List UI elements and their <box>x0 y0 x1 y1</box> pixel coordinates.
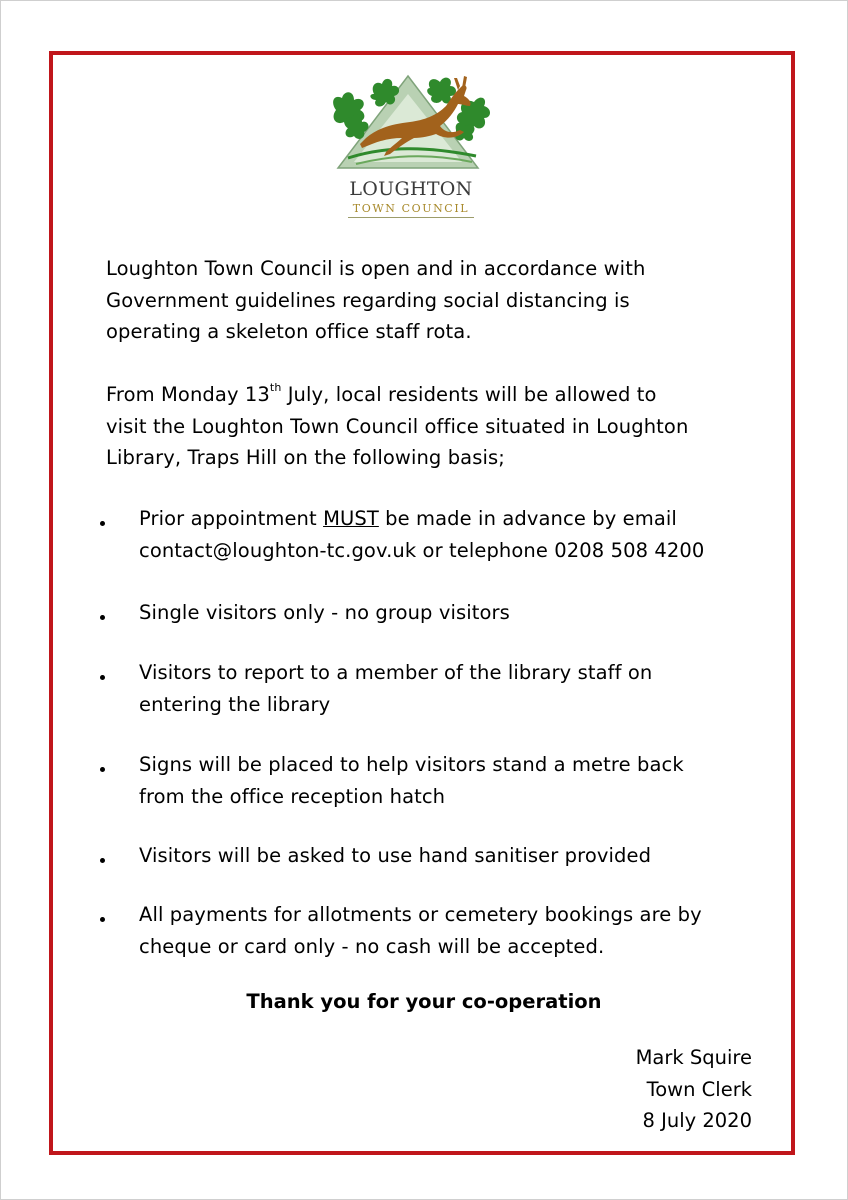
list-item-line <box>139 503 779 535</box>
must-emphasis: MUST <box>323 507 379 530</box>
thank-you-message: Thank you for your co-operation <box>246 990 602 1013</box>
opening-paragraph <box>106 379 756 474</box>
list-item-text <box>139 840 779 872</box>
list-item-line: cheque or card only - no cash will be accepted. <box>139 934 605 958</box>
logo-underline <box>348 217 474 218</box>
intro-line: Government guidelines regarding social distancing is <box>106 288 630 312</box>
list-item-line: entering the library <box>139 692 331 716</box>
list-item-line: Visitors to report to a member of the library staff on <box>139 661 653 684</box>
opening-date-text: From Monday 13 <box>106 383 270 406</box>
ordinal-suffix: th <box>269 380 282 394</box>
list-item-line: Visitors will be asked to use hand sanitiser provided <box>139 844 652 867</box>
list-item-text <box>139 749 779 812</box>
opening-line: visit the Loughton Town Council office situated in Loughton <box>106 414 689 438</box>
text-segment: Prior appointment <box>139 507 324 530</box>
notice-date: 8 July 2020 <box>642 1109 752 1132</box>
intro-line: operating a skeleton office staff rota. <box>106 320 472 343</box>
intro-line: Loughton Town Council is open and in accordance with <box>106 257 646 280</box>
signatory-role: Town Clerk <box>646 1077 752 1101</box>
bullet-icon <box>100 858 105 863</box>
text-segment: be made in advance by email <box>378 507 677 530</box>
bullet-icon <box>100 615 105 620</box>
list-item-line: Single visitors only - no group visitors <box>139 601 510 624</box>
bullet-icon <box>100 917 105 922</box>
logo-subtitle: TOWN COUNCIL <box>352 202 470 215</box>
logo-title: LOUGHTON <box>349 178 473 200</box>
opening-line: Library, Traps Hill on the following basis; <box>106 446 505 469</box>
council-logo <box>326 72 496 220</box>
opening-line <box>106 379 756 411</box>
list-item-line: All payments for allotments or cemetery bookings are by <box>139 903 702 926</box>
bullet-icon <box>100 767 105 772</box>
bullet-icon <box>100 675 105 680</box>
list-item-text <box>139 503 779 566</box>
list-item-line: from the office reception hatch <box>139 784 446 808</box>
opening-line-rest: July, local residents will be allowed to <box>281 383 657 406</box>
list-item-line: Signs will be placed to help visitors stand a metre back <box>139 753 684 776</box>
signature-block <box>636 1042 752 1137</box>
list-item-text <box>139 597 779 629</box>
list-item-text <box>139 657 779 720</box>
deer-emblem-icon <box>326 72 496 176</box>
bullet-icon <box>100 521 105 526</box>
intro-paragraph <box>106 253 756 348</box>
signatory-name: Mark Squire <box>635 1046 752 1069</box>
contact-line: contact@loughton-tc.gov.uk or telephone 0208 508 4200 <box>139 538 705 562</box>
list-item-text <box>139 899 779 962</box>
